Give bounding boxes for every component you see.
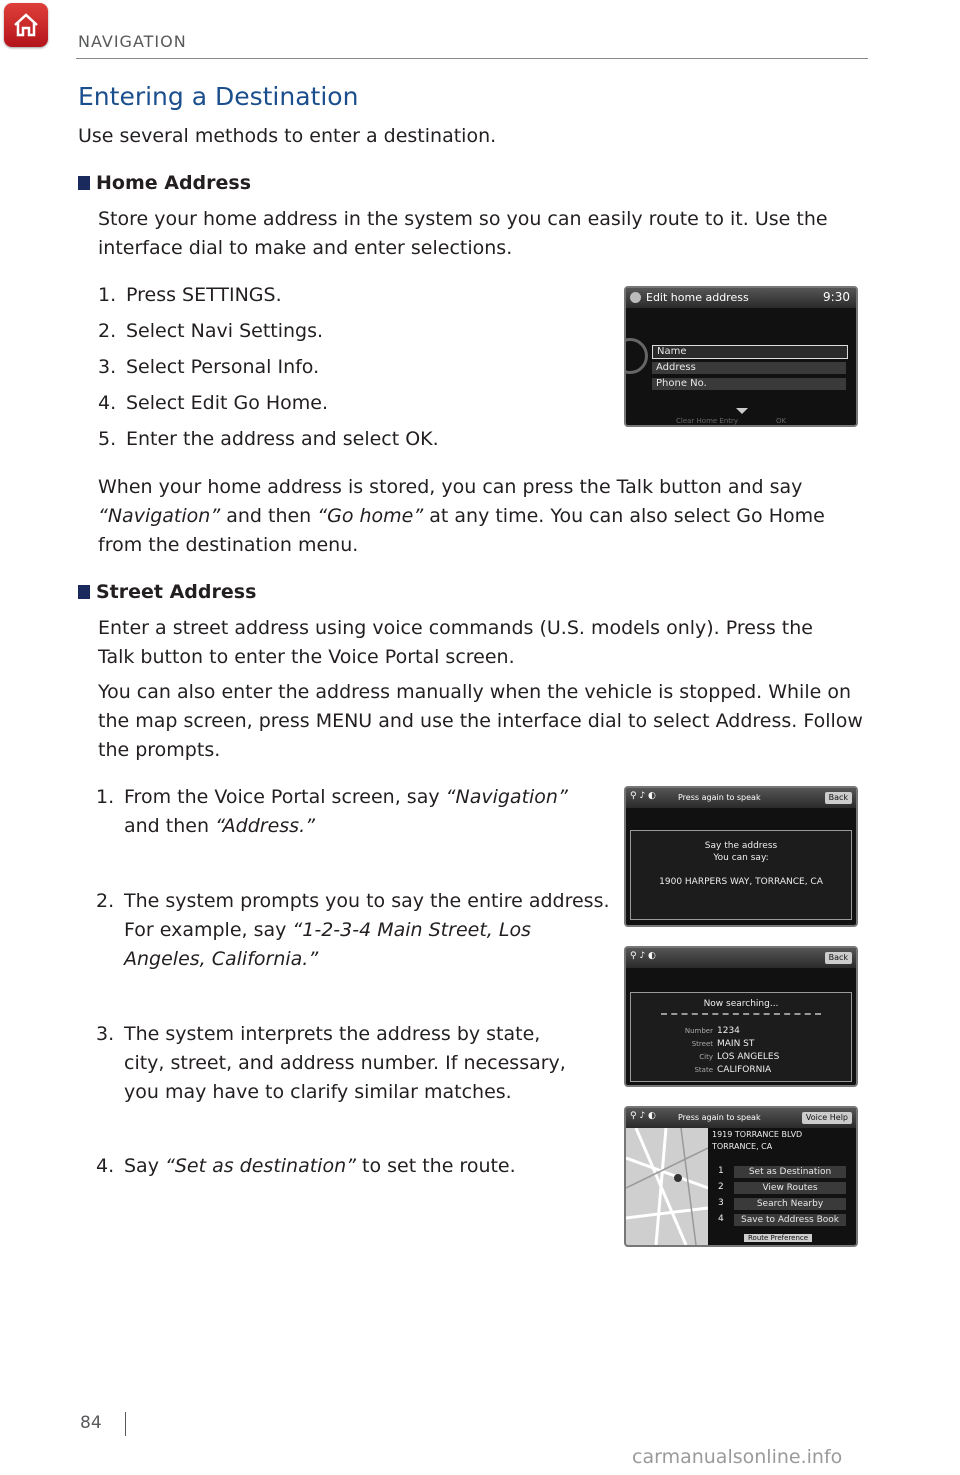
option-save-address-book: Save to Address Book xyxy=(734,1214,846,1226)
back-button: Back xyxy=(825,792,852,804)
voice-icons: ⚲ ♪ ◐ xyxy=(630,1111,656,1121)
list-item: 3. The system interprets the address by state, city, street, and address number. If necessary, you may have to clarify similar matches. xyxy=(96,1023,566,1103)
settings-icon xyxy=(630,292,641,303)
voice-portal-screenshot: ⚲ ♪ ◐ Press again to speak Back Say the address You can say: 1900 HARPERS WAY, TORRANCE, CA xyxy=(624,786,858,927)
map-icon xyxy=(626,1128,708,1245)
square-bullet-icon xyxy=(78,585,90,599)
street-address-description: Enter a street address using voice commands (U.S. models only). Press the Talk button to enter the Voice Portal screen. xyxy=(98,617,813,668)
scroll-down-icon xyxy=(736,408,748,414)
list-item: 5. Enter the address and select OK. xyxy=(98,428,439,450)
square-bullet-icon xyxy=(78,176,90,190)
destination-options-screenshot: ⚲ ♪ ◐ Press again to speak Voice Help 1919 TORRANCE BLVD TORRANCE, CA 1 Set as Destination 2 View Routes 3 Search Nearby 4 Save to Address Book Route Preference xyxy=(624,1106,858,1247)
list-item: 2. The system prompts you to say the entire address. For example, say “1-2-3-4 Main Street, Los Angeles, California.” xyxy=(96,890,610,970)
street-address-manual: You can also enter the address manually when the vehicle is stopped. While on the map screen, press MENU and use the interface dial to select Address. Follow the prompts. xyxy=(98,681,863,761)
map-thumbnail xyxy=(626,1128,708,1245)
options-list: 1 Set as Destination 2 View Routes 3 Search Nearby 4 Save to Address Book xyxy=(708,1160,856,1230)
home-address-note: When your home address is stored, you can press the Talk button and say “Navigation” and then “Go home” at any time. You can also select Go Home from the destination menu. xyxy=(98,476,825,556)
street-address-step-2 xyxy=(96,887,612,974)
list-item: 1. From the Voice Portal screen, say “Navigation” and then “Address.” xyxy=(96,786,568,837)
menu-row-phone: Phone No. xyxy=(652,378,846,390)
option-search-nearby: Search Nearby xyxy=(734,1198,846,1210)
dial-indicator xyxy=(624,338,648,374)
progress-dots xyxy=(661,1013,821,1015)
home-address-heading: Home Address xyxy=(78,172,251,194)
street-address-step-3 xyxy=(96,1020,586,1107)
list-item: 1. Press SETTINGS. xyxy=(98,284,282,306)
home-button[interactable] xyxy=(4,3,48,47)
home-icon xyxy=(12,11,40,39)
list-item: 2. Select Navi Settings. xyxy=(98,320,324,342)
menu-row-name: Name xyxy=(652,345,848,359)
option-set-destination: Set as Destination xyxy=(734,1166,846,1178)
header-divider xyxy=(76,58,868,59)
page-title: Entering a Destination xyxy=(78,82,359,111)
street-address-step-1 xyxy=(96,783,606,841)
list-item: 3. Select Personal Info. xyxy=(98,356,320,378)
now-searching-screenshot: ⚲ ♪ ◐ Back Now searching... Number 1234 Street MAIN ST City LOS ANGELES State CALIFORNIA xyxy=(624,946,858,1087)
list-item: 4. Select Edit Go Home. xyxy=(98,392,329,414)
menu-row-address: Address xyxy=(652,362,846,374)
back-button: Back xyxy=(825,952,852,964)
list-item: 4. Say “Set as destination” to set the route. xyxy=(96,1155,516,1177)
edit-home-address-screenshot: Edit home address 9:30 Name Address Phone No. Clear Home Entry OK xyxy=(624,286,858,427)
street-address-step-4 xyxy=(96,1152,596,1181)
page-number-divider xyxy=(125,1412,126,1436)
intro-text: Use several methods to enter a destination. xyxy=(78,125,497,147)
option-view-routes: View Routes xyxy=(734,1182,846,1194)
voice-icons: ⚲ ♪ ◐ xyxy=(630,951,656,961)
voice-help-button: Voice Help xyxy=(802,1112,852,1124)
home-address-description: Store your home address in the system so you can easily route to it. Use the interface dial to make and enter selections. xyxy=(98,208,828,259)
voice-icons: ⚲ ♪ ◐ xyxy=(630,791,656,801)
page-number: 84 xyxy=(80,1413,102,1433)
route-preference-button: Route Preference xyxy=(744,1234,812,1242)
section-label: NAVIGATION xyxy=(78,32,187,51)
street-address-heading: Street Address xyxy=(78,581,256,603)
watermark: carmanualsonline.info xyxy=(632,1446,843,1468)
home-address-steps xyxy=(98,281,578,454)
